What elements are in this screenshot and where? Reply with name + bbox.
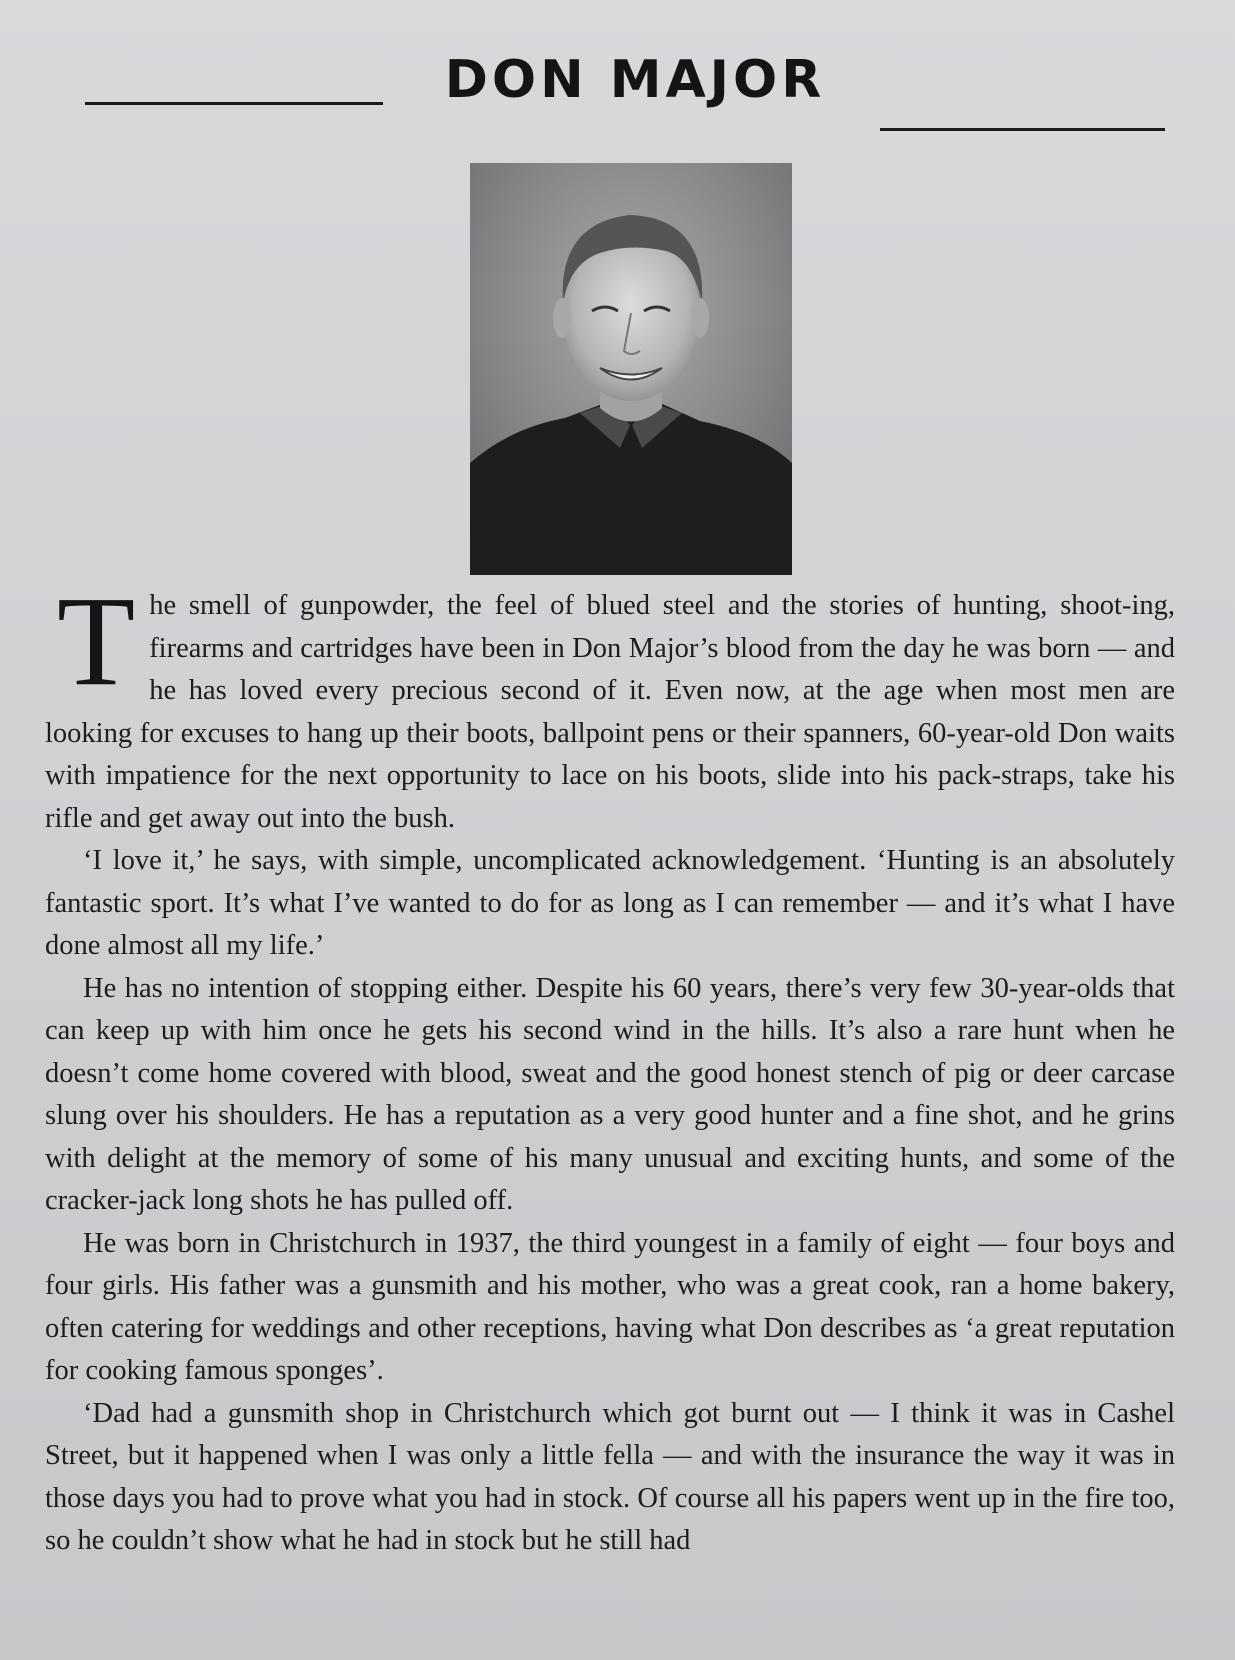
article-paragraph-4: He was born in Christchurch in 1937, the third youngest in a family of eight — four boys and four girls. His father was a gunsmith and his mother, who was a great cook, ran a home bakery, often catering for weddings and other receptions, having what Don describes as ‘a great reputation for cooking famous sponges’. <box>45 1227 1175 1386</box>
portrait-photo <box>470 163 792 575</box>
article-body <box>45 570 1175 1563</box>
page-title: DON MAJOR <box>444 50 826 110</box>
article-paragraph-3: He has no intention of stopping either. Despite his 60 years, there’s very few 30-year-olds that can keep up with him once he gets his second wind in the hills. It’s also a rare hunt when he doesn’t come home covered with blood, sweat and the good honest stench of pig or deer carcase slung over his shoulders. He has a reputation as a very good hunter and a fine shot, and he grins with delight at the memory of some of his many unusual and exciting hunts, and some of the cracker-jack long shots he has pulled off. <box>45 972 1175 1216</box>
portrait-illustration <box>470 163 792 575</box>
article-paragraph-1 <box>45 570 1175 840</box>
title-rule-right <box>880 128 1165 131</box>
drop-cap: T <box>57 570 136 712</box>
title-row <box>0 40 1235 130</box>
paragraph-text: he smell of gunpowder, the feel of blued steel and the stories of hunting, shoot-ing, firearms and cartridges have been in Don Major’s blood from the day he was born — and he has loved every precious second of it. Even now, at the age when most men are looking for excuses to hang up their boots, ballpoint pens or their spanners, 60-year-old Don waits with impatience for the next opportunity to lace on his boots, slide into his pack-straps, take his rifle and get away out into the bush. <box>45 590 1175 834</box>
article-paragraph-2: ‘I love it,’ he says, with simple, uncomplicated acknowledgement. ‘Hunting is an absolutely fantastic sport. It’s what I’ve wanted to do for as long as I can remember — and it’s what I have done almost all my life.’ <box>45 845 1175 961</box>
title-rule-left <box>85 102 383 105</box>
article-paragraph-5: ‘Dad had a gunsmith shop in Christchurch which got burnt out — I think it was in Cashel Street, but it happened when I was only a little fella — and with the insurance the way it was in those days you had to prove what you had in stock. Of course all his papers went up in the fire too, so he couldn’t show what he had in stock but he still had <box>45 1397 1175 1556</box>
